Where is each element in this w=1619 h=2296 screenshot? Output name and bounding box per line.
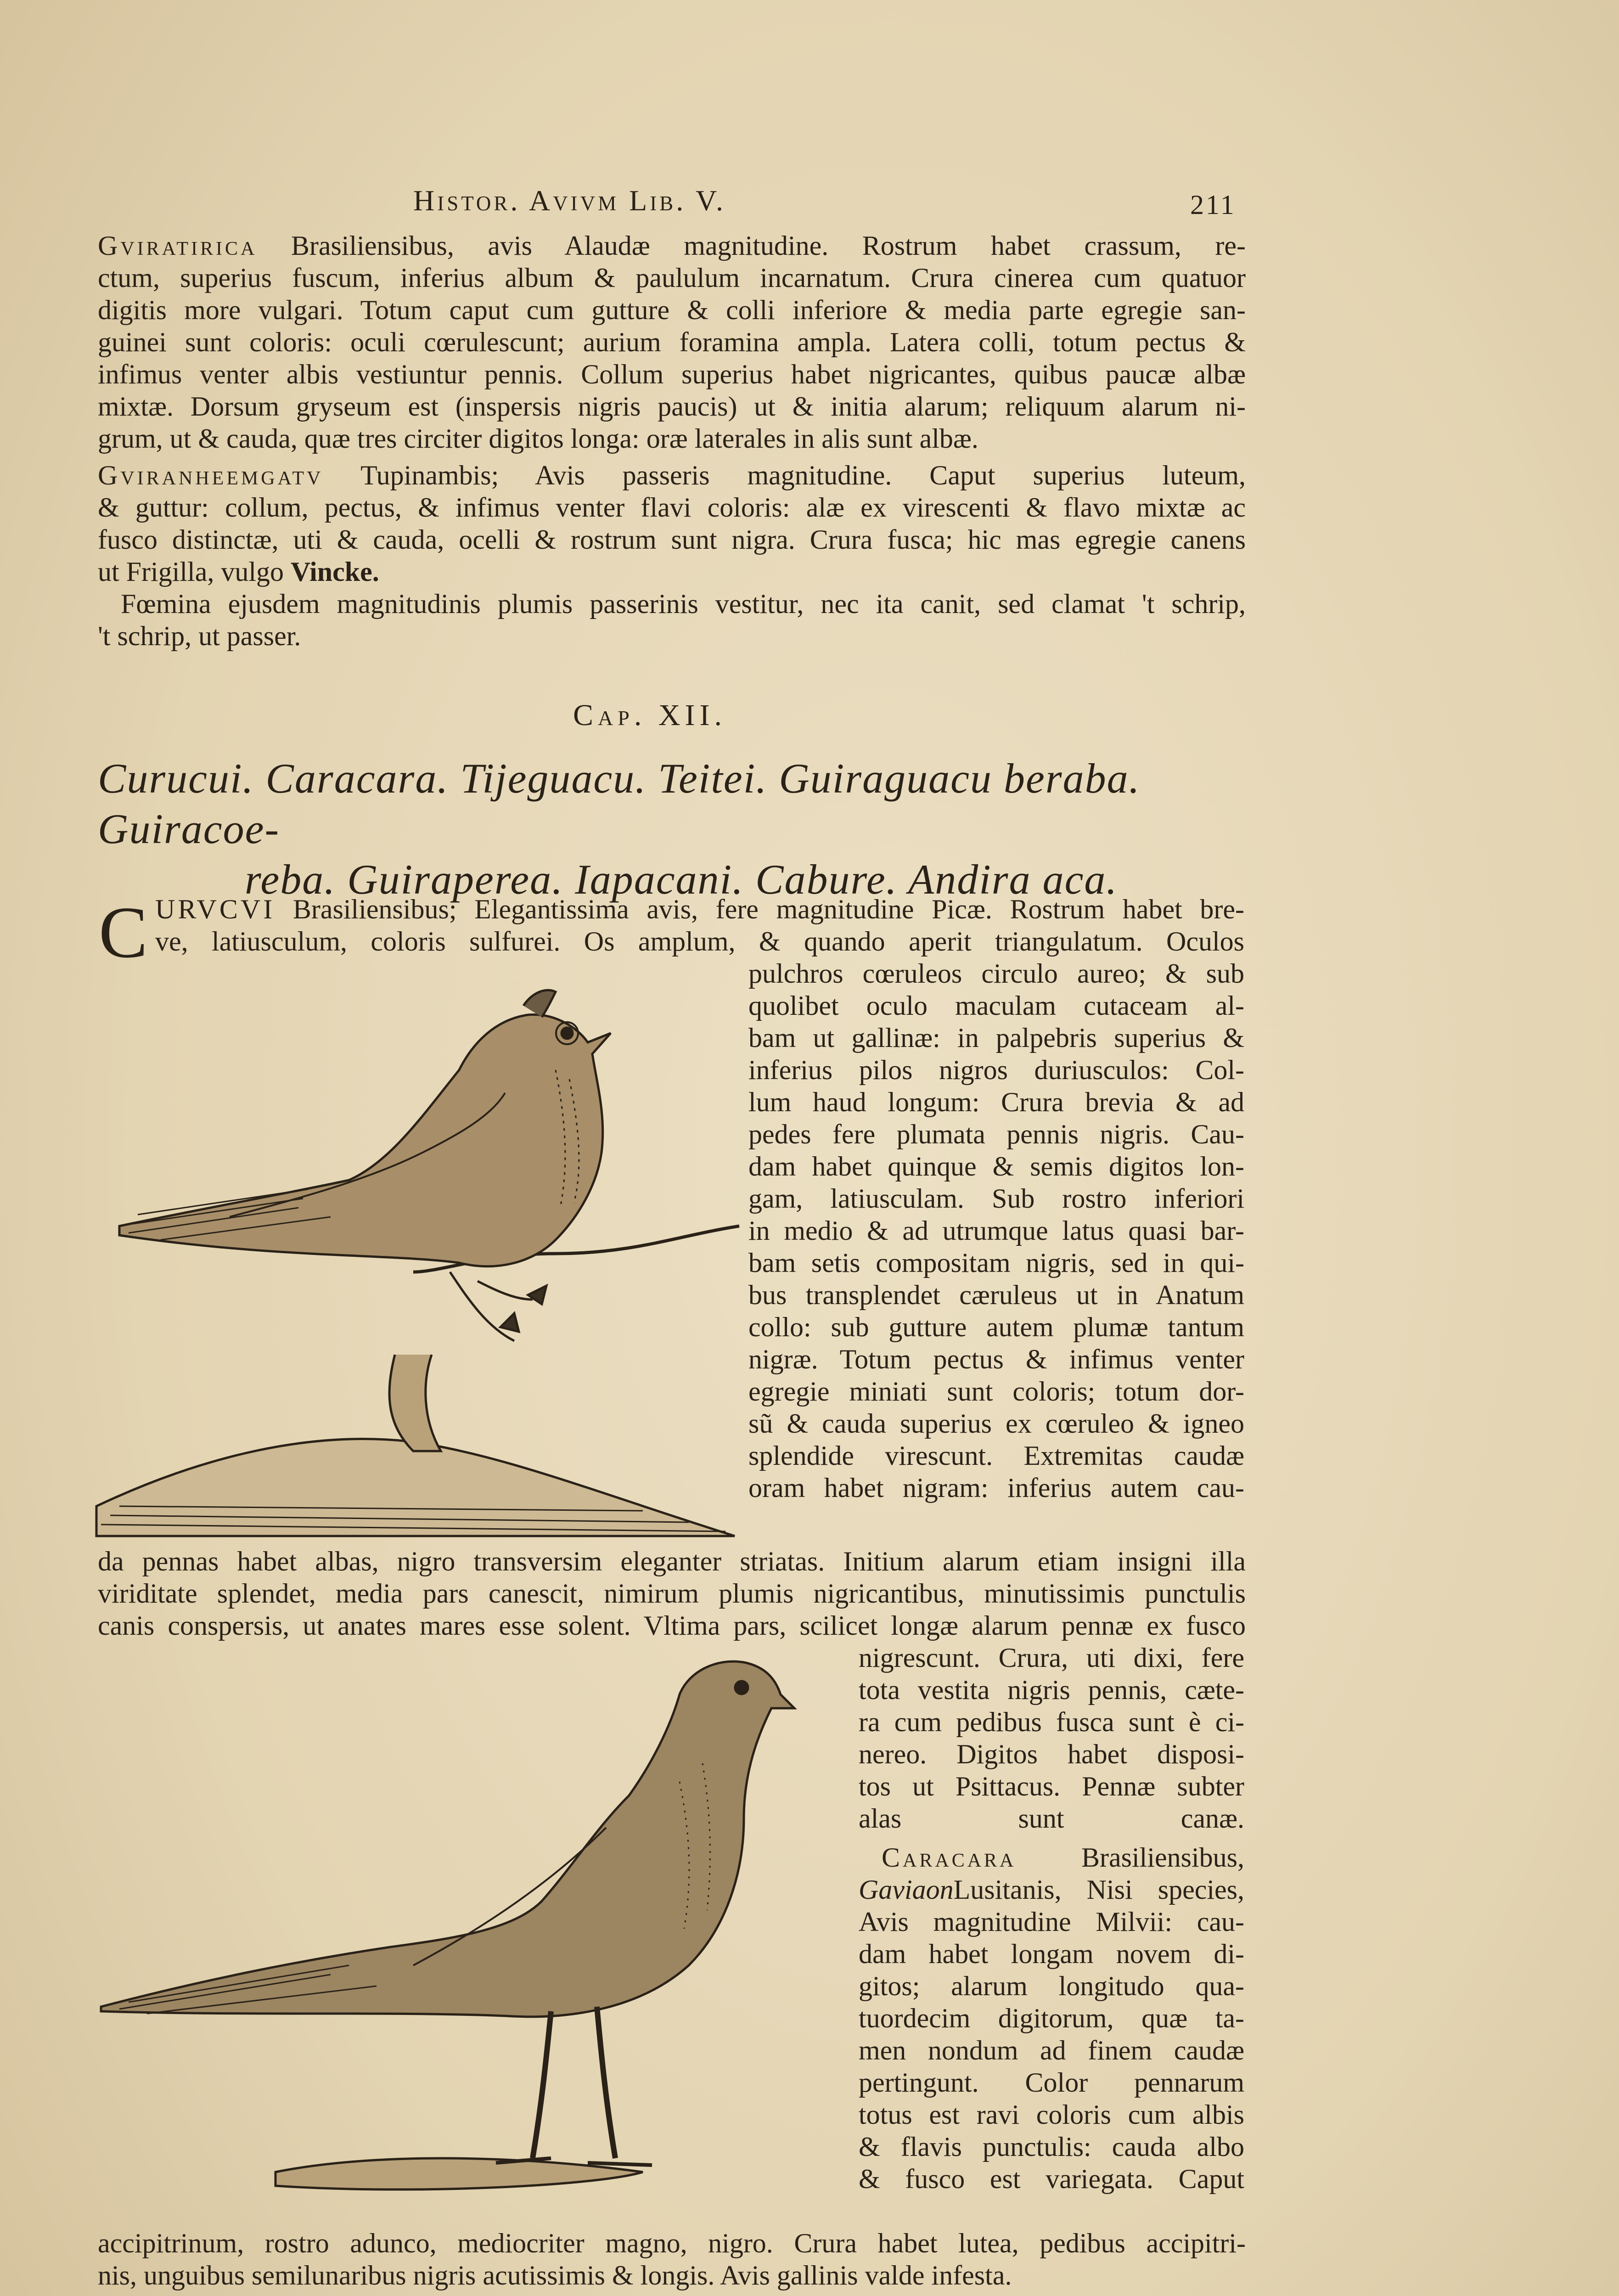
text-line: sũ & cauda superius ex cœruleo & igneo xyxy=(748,1408,1244,1439)
text-line: Avis magnitudine Milvii: cau- xyxy=(859,1907,1244,1937)
text-line: & flavis punctulis: cauda albo xyxy=(859,2132,1244,2162)
text-line: pulchros cœruleos circulo aureo; & sub xyxy=(748,958,1244,989)
entry-name: Gviratirica xyxy=(98,231,258,261)
text-line: tuordecim digitorum, quæ ta- xyxy=(859,2003,1244,2033)
chapter-title-line: reba. Guiraperea. Iapacani. Cabure. Andira aca. xyxy=(245,856,1118,903)
text-line: pertingunt. Color pennarum xyxy=(859,2067,1244,2098)
text-line: & guttur: collum, pectus, & infimus venter flavi coloris: alæ ex virescenti & flavo mixtæ ac xyxy=(98,492,1246,523)
text-line: viriditate splendet, media pars canescit, nimirum plumis nigricantibus, minutissimis punctulis xyxy=(98,1578,1246,1609)
entry-guiranheemgatu xyxy=(98,459,1246,652)
entry-name: Caracara xyxy=(882,1842,1017,1873)
text-line: ut Frigilla, vulgo xyxy=(98,557,284,587)
text-line: Brasiliensibus; Elegantissima avis, fere magnitudine Picæ. Rostrum habet bre- xyxy=(292,894,1245,924)
text-line: lum haud longum: Crura brevia & ad xyxy=(748,1087,1244,1117)
text-line: egregie miniati sunt coloris; totum dor- xyxy=(748,1376,1244,1407)
text-line: bus transplendet cæruleus ut in Anatum xyxy=(748,1280,1244,1310)
text-line: Tupinambis; Avis passeris magnitudine. Caput superius luteum, xyxy=(360,460,1246,490)
text-line: men nondum ad finem caudæ xyxy=(859,2035,1244,2065)
portuguese-name: Gaviaon xyxy=(859,1874,954,1905)
text-line: bam setis compositam nigris, sed in qui- xyxy=(748,1248,1244,1278)
text-line: alas sunt canæ. xyxy=(859,1803,1244,1834)
text-line: Fœmina ejusdem magnitudinis plumis passerinis vestitur, nec ita canit, sed clamat 't schrip, xyxy=(121,589,1246,619)
text-line: tota vestita nigris pennis, cæte- xyxy=(859,1675,1244,1705)
text-line: Brasiliensibus, xyxy=(1081,1842,1244,1873)
text-line: mixtæ. Dorsum gryseum est (inspersis nigris paucis) ut & initia alarum; reliquum alarum ni- xyxy=(98,391,1246,422)
chapter-label: Cap. XII. xyxy=(573,698,726,732)
entry-caracara-full xyxy=(98,2227,1246,2291)
text-line: da pennas habet albas, nigro transversim eleganter striatas. Initium alarum etiam insigni illa xyxy=(98,1546,1246,1576)
text-line: tos ut Psittacus. Pennæ subter xyxy=(859,1771,1244,1801)
text-line: digitis more vulgari. Totum caput cum gutture & colli inferiore & media parte egregie san- xyxy=(98,295,1246,325)
text-line: quolibet oculo maculam cutaceam al- xyxy=(748,990,1244,1021)
entry-guiratirica xyxy=(98,230,1246,455)
text-line: dam habet longam novem di- xyxy=(859,1939,1244,1969)
entry-caracara xyxy=(859,1841,1244,2195)
text-line: nigræ. Totum pectus & infimus venter xyxy=(748,1344,1244,1374)
text-line: fusco distinctæ, uti & cauda, ocelli & rostrum sunt nigra. Crura fusca; hic mas egregie canens xyxy=(98,524,1246,555)
text-line: canis conspersis, ut anates mares esse solent. Vltima pars, scilicet longæ alarum pennæ ex fusco xyxy=(98,1610,1246,1641)
text-line: splendide virescunt. Extremitas caudæ xyxy=(748,1441,1244,1471)
entry-name: Gviranheemgatv xyxy=(98,460,324,490)
caracara-woodcut xyxy=(92,1644,863,2232)
text-line: Lusitanis, Nisi species, xyxy=(953,1874,1244,1905)
text-line: ra cum pedibus fusca sunt è ci- xyxy=(859,1707,1244,1737)
running-title: Histor. Avivm Lib. V. xyxy=(413,184,726,217)
text-line: pedes fere plumata pennis nigris. Cau- xyxy=(748,1119,1244,1149)
text-line: & fusco est variegata. Caput xyxy=(859,2164,1244,2194)
text-line: gam, latiusculam. Sub rostro inferiori xyxy=(748,1183,1244,1214)
curucui-woodcut xyxy=(92,978,744,1548)
text-line: accipitrinum, rostro adunco, mediocriter magno, nigro. Crura habet lutea, pedibus accipitri- xyxy=(98,2228,1246,2258)
chapter-title xyxy=(98,753,1264,905)
entry-curucui-column-2 xyxy=(859,1642,1244,1835)
text-line: grum, ut & cauda, quæ tres circiter digitos longa: oræ laterales in alis sunt albæ. xyxy=(98,423,978,454)
text-line: Brasiliensibus, avis Alaudæ magnitudine. Rostrum habet crassum, re- xyxy=(291,231,1246,261)
vulgar-name: Vincke. xyxy=(291,557,379,587)
text-line: infimus venter albis vestiuntur pennis. Collum superius habet nigricantes, quibus paucæ albæ xyxy=(98,359,1246,389)
text-line: gitos; alarum longitudo qua- xyxy=(859,1971,1244,2001)
text-line: ve, latiusculum, coloris sulfurei. Os amplum, & quando aperit triangulatum. Oculos xyxy=(155,926,1244,957)
text-line: guinei sunt coloris: oculi cœrulescunt; aurium foramina ampla. Latera colli, totum pectus & xyxy=(98,327,1246,357)
text-line: nigrescunt. Crura, uti dixi, fere xyxy=(859,1643,1244,1673)
text-line: nereo. Digitos habet disposi- xyxy=(859,1739,1244,1769)
chapter-title-line: Curucui. Caracara. Tijeguacu. Teitei. Guiraguacu beraba. Guiracoe- xyxy=(98,755,1141,852)
text-line: ctum, superius fuscum, inferius album & paululum incarnatum. Crura cinerea cum quatuor xyxy=(98,263,1246,293)
text-line: nis, unguibus semilunaribus nigris acutissimis & longis. Avis gallinis valde infesta. xyxy=(98,2260,1012,2290)
page-number: 211 xyxy=(1190,190,1236,220)
text-line: oram habet nigram: inferius autem cau- xyxy=(748,1473,1244,1503)
drop-cap: C xyxy=(99,891,148,973)
entry-name: URVCVI xyxy=(155,894,275,924)
text-line: dam habet quinque & semis digitos lon- xyxy=(748,1151,1244,1182)
entry-curucui-column xyxy=(748,957,1244,1504)
entry-curucui-opening xyxy=(155,893,1244,957)
entry-curucui-full xyxy=(98,1545,1246,1642)
text-line: collo: sub gutture autem plumæ tantum xyxy=(748,1312,1244,1342)
text-line: inferius pilos nigros duriusculos: Col- xyxy=(748,1055,1244,1085)
text-line: 't schrip, ut passer. xyxy=(98,621,301,651)
text-line: totus est ravi coloris cum albis xyxy=(859,2099,1244,2130)
text-line: in medio & ad utrumque latus quasi bar- xyxy=(748,1216,1244,1246)
text-line: bam ut gallinæ: in palpebris superius & xyxy=(748,1023,1244,1053)
